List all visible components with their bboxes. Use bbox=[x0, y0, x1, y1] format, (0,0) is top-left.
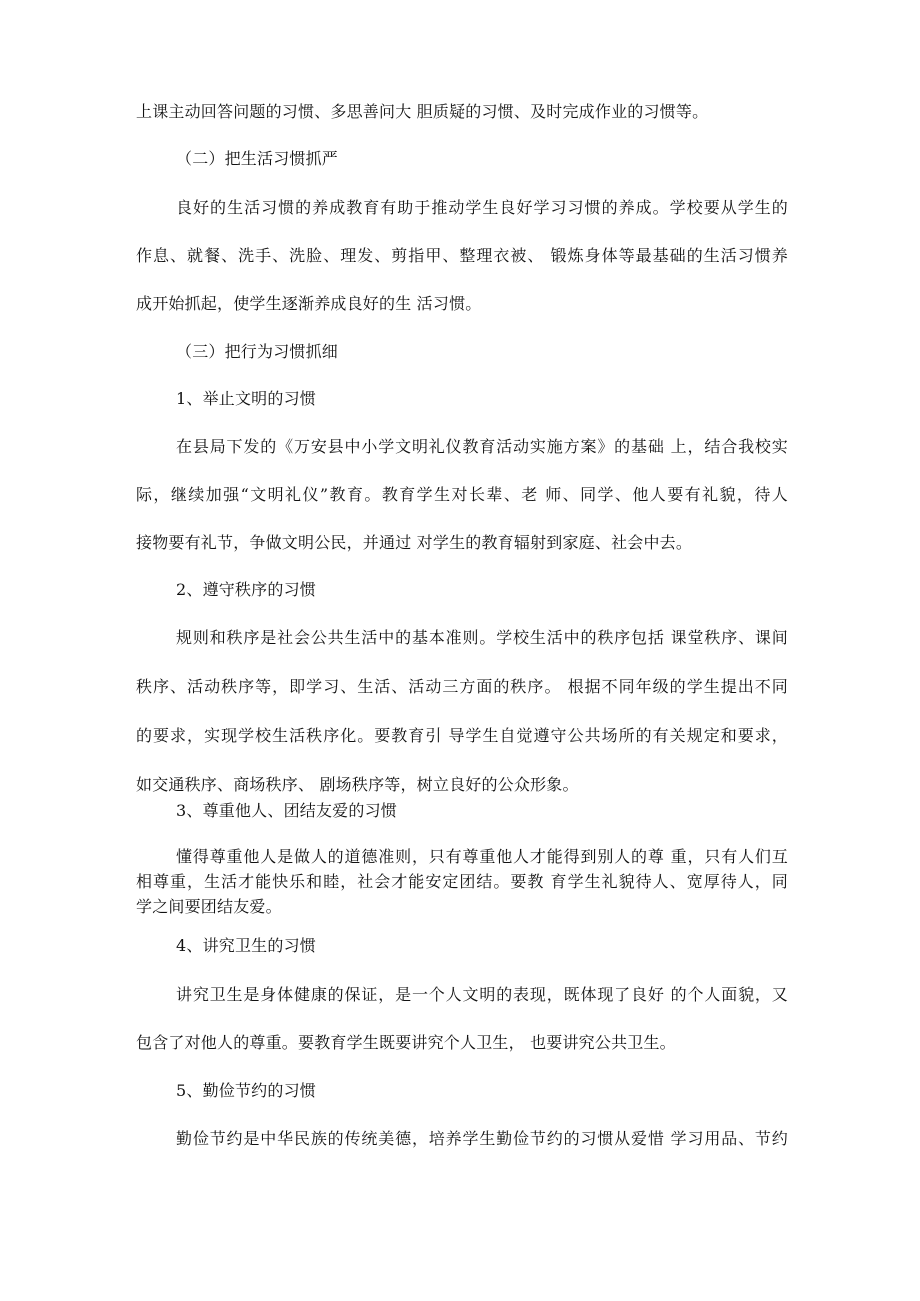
paragraph-line: 成开始抓起，使学生逐渐养成良好的生 活习惯。 bbox=[136, 294, 482, 313]
subsection-heading: 5、勤俭节约的习惯 bbox=[176, 1081, 316, 1100]
paragraph-line: 良好的生活习惯的养成教育有助于推动学生良好学习习惯的养成。学校要从学生的 bbox=[176, 198, 788, 217]
paragraph-line: 秩序、活动秩序等，即学习、生活、活动三方面的秩序。 根据不同年级的学生提出不同 bbox=[136, 677, 788, 696]
paragraph-line: 讲究卫生是身体健康的保证，是一个人文明的表现，既体现了良好 的个人面貌，又 bbox=[176, 985, 788, 1004]
paragraph-line: 际，继续加强“文明礼仪”教育。教育学生对长辈、老 师、同学、他人要有礼貌，待人 bbox=[136, 485, 788, 504]
paragraph-line: 懂得尊重他人是做人的道德准则，只有尊重他人才能得到别人的尊 重，只有人们互 bbox=[176, 847, 788, 866]
subsection-heading: 2、遵守秩序的习惯 bbox=[176, 580, 316, 599]
section-heading: （三）把行为习惯抓细 bbox=[176, 342, 339, 361]
paragraph-line: 如交通秩序、商场秩序、 剧场秩序等，树立良好的公众形象。 bbox=[136, 775, 579, 794]
subsection-heading: 3、尊重他人、团结友爱的习惯 bbox=[176, 801, 397, 820]
paragraph-line: 规则和秩序是社会公共生活中的基本准则。学校生活中的秩序包括 课堂秩序、课间 bbox=[176, 628, 788, 647]
paragraph-line: 学之间要团结友爱。 bbox=[136, 897, 282, 916]
paragraph-line: 上课主动回答问题的习惯、多思善问大 胆质疑的习惯、及时完成作业的习惯等。 bbox=[136, 102, 709, 121]
subsection-heading: 4、讲究卫生的习惯 bbox=[176, 936, 316, 955]
paragraph-line: 在县局下发的《万安县中小学文明礼仪教育活动实施方案》的基础 上，结合我校实 bbox=[176, 437, 788, 456]
section-heading: （二）把生活习惯抓严 bbox=[176, 149, 339, 168]
paragraph-line: 的要求，实现学校生活秩序化。要教育引 导学生自觉遵守公共场所的有关规定和要求， bbox=[136, 726, 788, 745]
paragraph-line: 接物要有礼节，争做文明公民，并通过 对学生的教育辐射到家庭、社会中去。 bbox=[136, 533, 693, 552]
paragraph-line: 勤俭节约是中华民族的传统美德，培养学生勤俭节约的习惯从爱惜 学习用品、节约 bbox=[176, 1129, 788, 1148]
paragraph-line: 作息、就餐、洗手、洗脸、理发、剪指甲、整理衣被、 锻炼身体等最基础的生活习惯养 bbox=[136, 246, 788, 265]
paragraph-line: 相尊重，生活才能快乐和睦，社会才能安定团结。要教 育学生礼貌待人、宽厚待人，同 bbox=[136, 872, 788, 891]
subsection-heading: 1、举止文明的习惯 bbox=[176, 389, 316, 408]
paragraph-line: 包含了对他人的尊重。要教育学生既要讲究个人卫生， 也要讲究公共卫生。 bbox=[136, 1033, 676, 1052]
